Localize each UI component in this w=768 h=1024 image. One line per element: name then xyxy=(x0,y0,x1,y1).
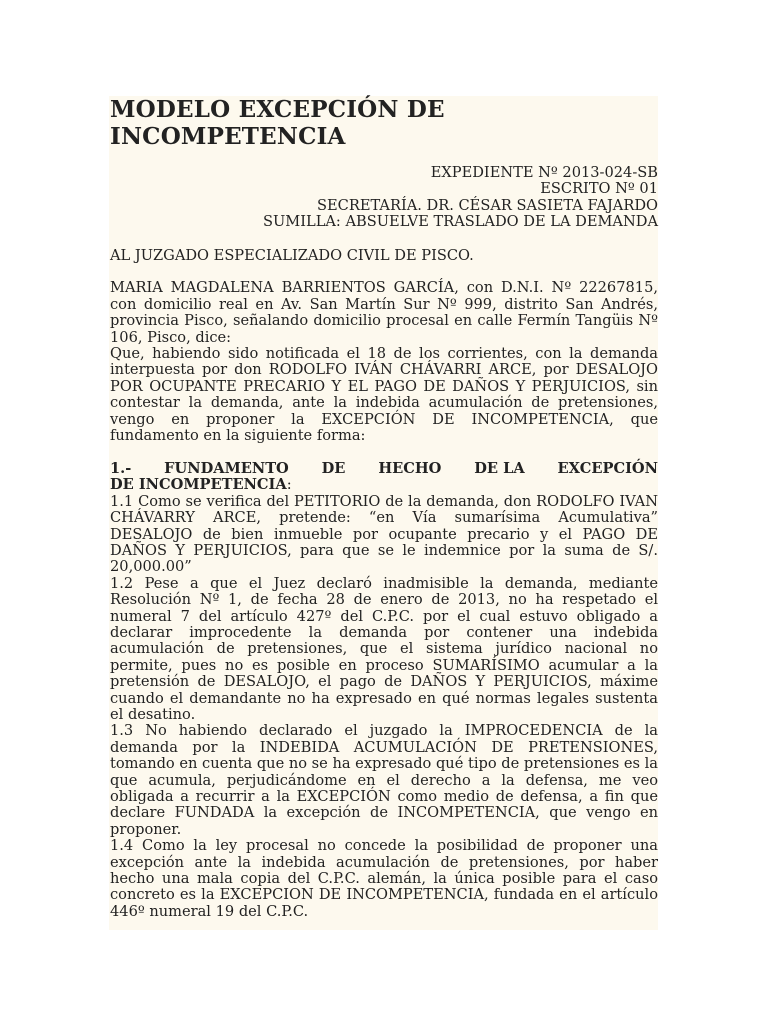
filing-number: ESCRITO Nº 01 xyxy=(540,180,658,198)
case-number: EXPEDIENTE Nº 2013-024-SB xyxy=(430,164,658,181)
title-line-1: MODELO EXCEPCIÓN DE xyxy=(110,96,445,123)
case-header xyxy=(110,165,658,231)
section-heading-word: FUNDAMENTO xyxy=(164,459,289,477)
section-heading-word: HECHO xyxy=(378,459,442,477)
document-title xyxy=(110,96,658,150)
intro-paragraph-2: Que, habiendo sido notificada el 18 de los corrientes, con la demanda interpuesta por don RODOLFO IVÁN CHÁVARRI ARCE, por DESALOJO POR OCUPANTE PRECARIO Y EL PAGO DE DAÑOS Y PERJUICIOS, sin contestar la demanda, ante la indebida acumulación de pretensiones, vengo en proponer la EXCEPCIÓN DE INCOMPETENCIA, que fundamento en la siguiente forma: xyxy=(110,345,658,445)
court-addressee: AL JUZGADO ESPECIALIZADO CIVIL DE PISCO. xyxy=(110,246,474,264)
paragraph-1-3: 1.3 No habiendo declarado el juzgado la IMPROCEDENCIA de la demanda por la INDEBIDA ACUMULACIÓN DE PRETENSIONES, tomando en cuenta que no se ha expresado qué tipo de pretensiones es la que acumula, perjudicándome en el derecho a la defensa, me veo obligada a recurrir a la EXCEPCIÓN como medio de defensa, a fin que declare FUNDADA la excepción de INCOMPETENCIA, que vengo en proponer. xyxy=(110,722,658,838)
section-heading-word: EXCEPCIÓN xyxy=(557,459,658,477)
section-heading-colon: : xyxy=(286,476,292,494)
paragraph-1-1: 1.1 Como se verifica del PETITORIO de la demanda, don RODOLFO IVAN CHÁVARRY ARCE, pretende: “en Vía sumarísima Acumulativa” DESALOJO de bien inmueble por ocupante precario y el PAGO DE DAÑOS Y PERJUICIOS, para que se le indemnice por la suma de S/. 20,000.00” xyxy=(110,492,658,576)
document-body xyxy=(110,96,658,920)
paragraph-1-4: 1.4 Como la ley procesal no concede la posibilidad de proponer una excepción ante la indebida acumulación de pretensiones, por haber hecho una mala copia del C.P.C. alemán, la única posible para el caso concreto es la EXCEPCION DE INCOMPETENCIA, fundada en el artículo 446º numeral 19 del C.P.C. xyxy=(110,837,658,920)
section-heading-word: 1.- xyxy=(110,459,132,477)
section-heading-line-2: DE INCOMPETENCIA xyxy=(110,476,287,494)
title-line-2: INCOMPETENCIA xyxy=(110,123,346,150)
section-heading-word: DE xyxy=(321,459,346,477)
paragraph-1-2: 1.2 Pese a que el Juez declaró inadmisible la demanda, mediante Resolución Nº 1, de fecha 28 de enero de 2013, no ha respetado el numeral 7 del artículo 427º del C.P.C. por el cual estuvo obligado a declarar improcedente la demanda por contener una indebida acumulación de pretensiones, que el sistema jurídico nacional no permite, pues no es posible en proceso SUMARÍSIMO acumular a la pretensión de DESALOJO, el pago de DAÑOS Y PERJUICIOS, máxime cuando el demandante no ha expresado en qué normas legales sustenta el desatino. xyxy=(110,574,658,723)
intro-paragraph: MARIA MAGDALENA BARRIENTOS GARCÍA, con D.N.I. Nº 22267815, con domicilio real en Av. San Martín Sur Nº 999, distrito San Andrés, provincia Pisco, señalando domicilio procesal en calle Fermín Tangüis Nº 106, Pisco, dice: xyxy=(110,279,658,346)
summary: SUMILLA: ABSUELVE TRASLADO DE LA DEMANDA xyxy=(263,213,658,231)
secretary: SECRETARÍA. DR. CÉSAR SASIETA FAJARDO xyxy=(317,196,658,214)
section-heading-word: DE LA xyxy=(474,459,525,477)
section-heading xyxy=(110,461,658,494)
